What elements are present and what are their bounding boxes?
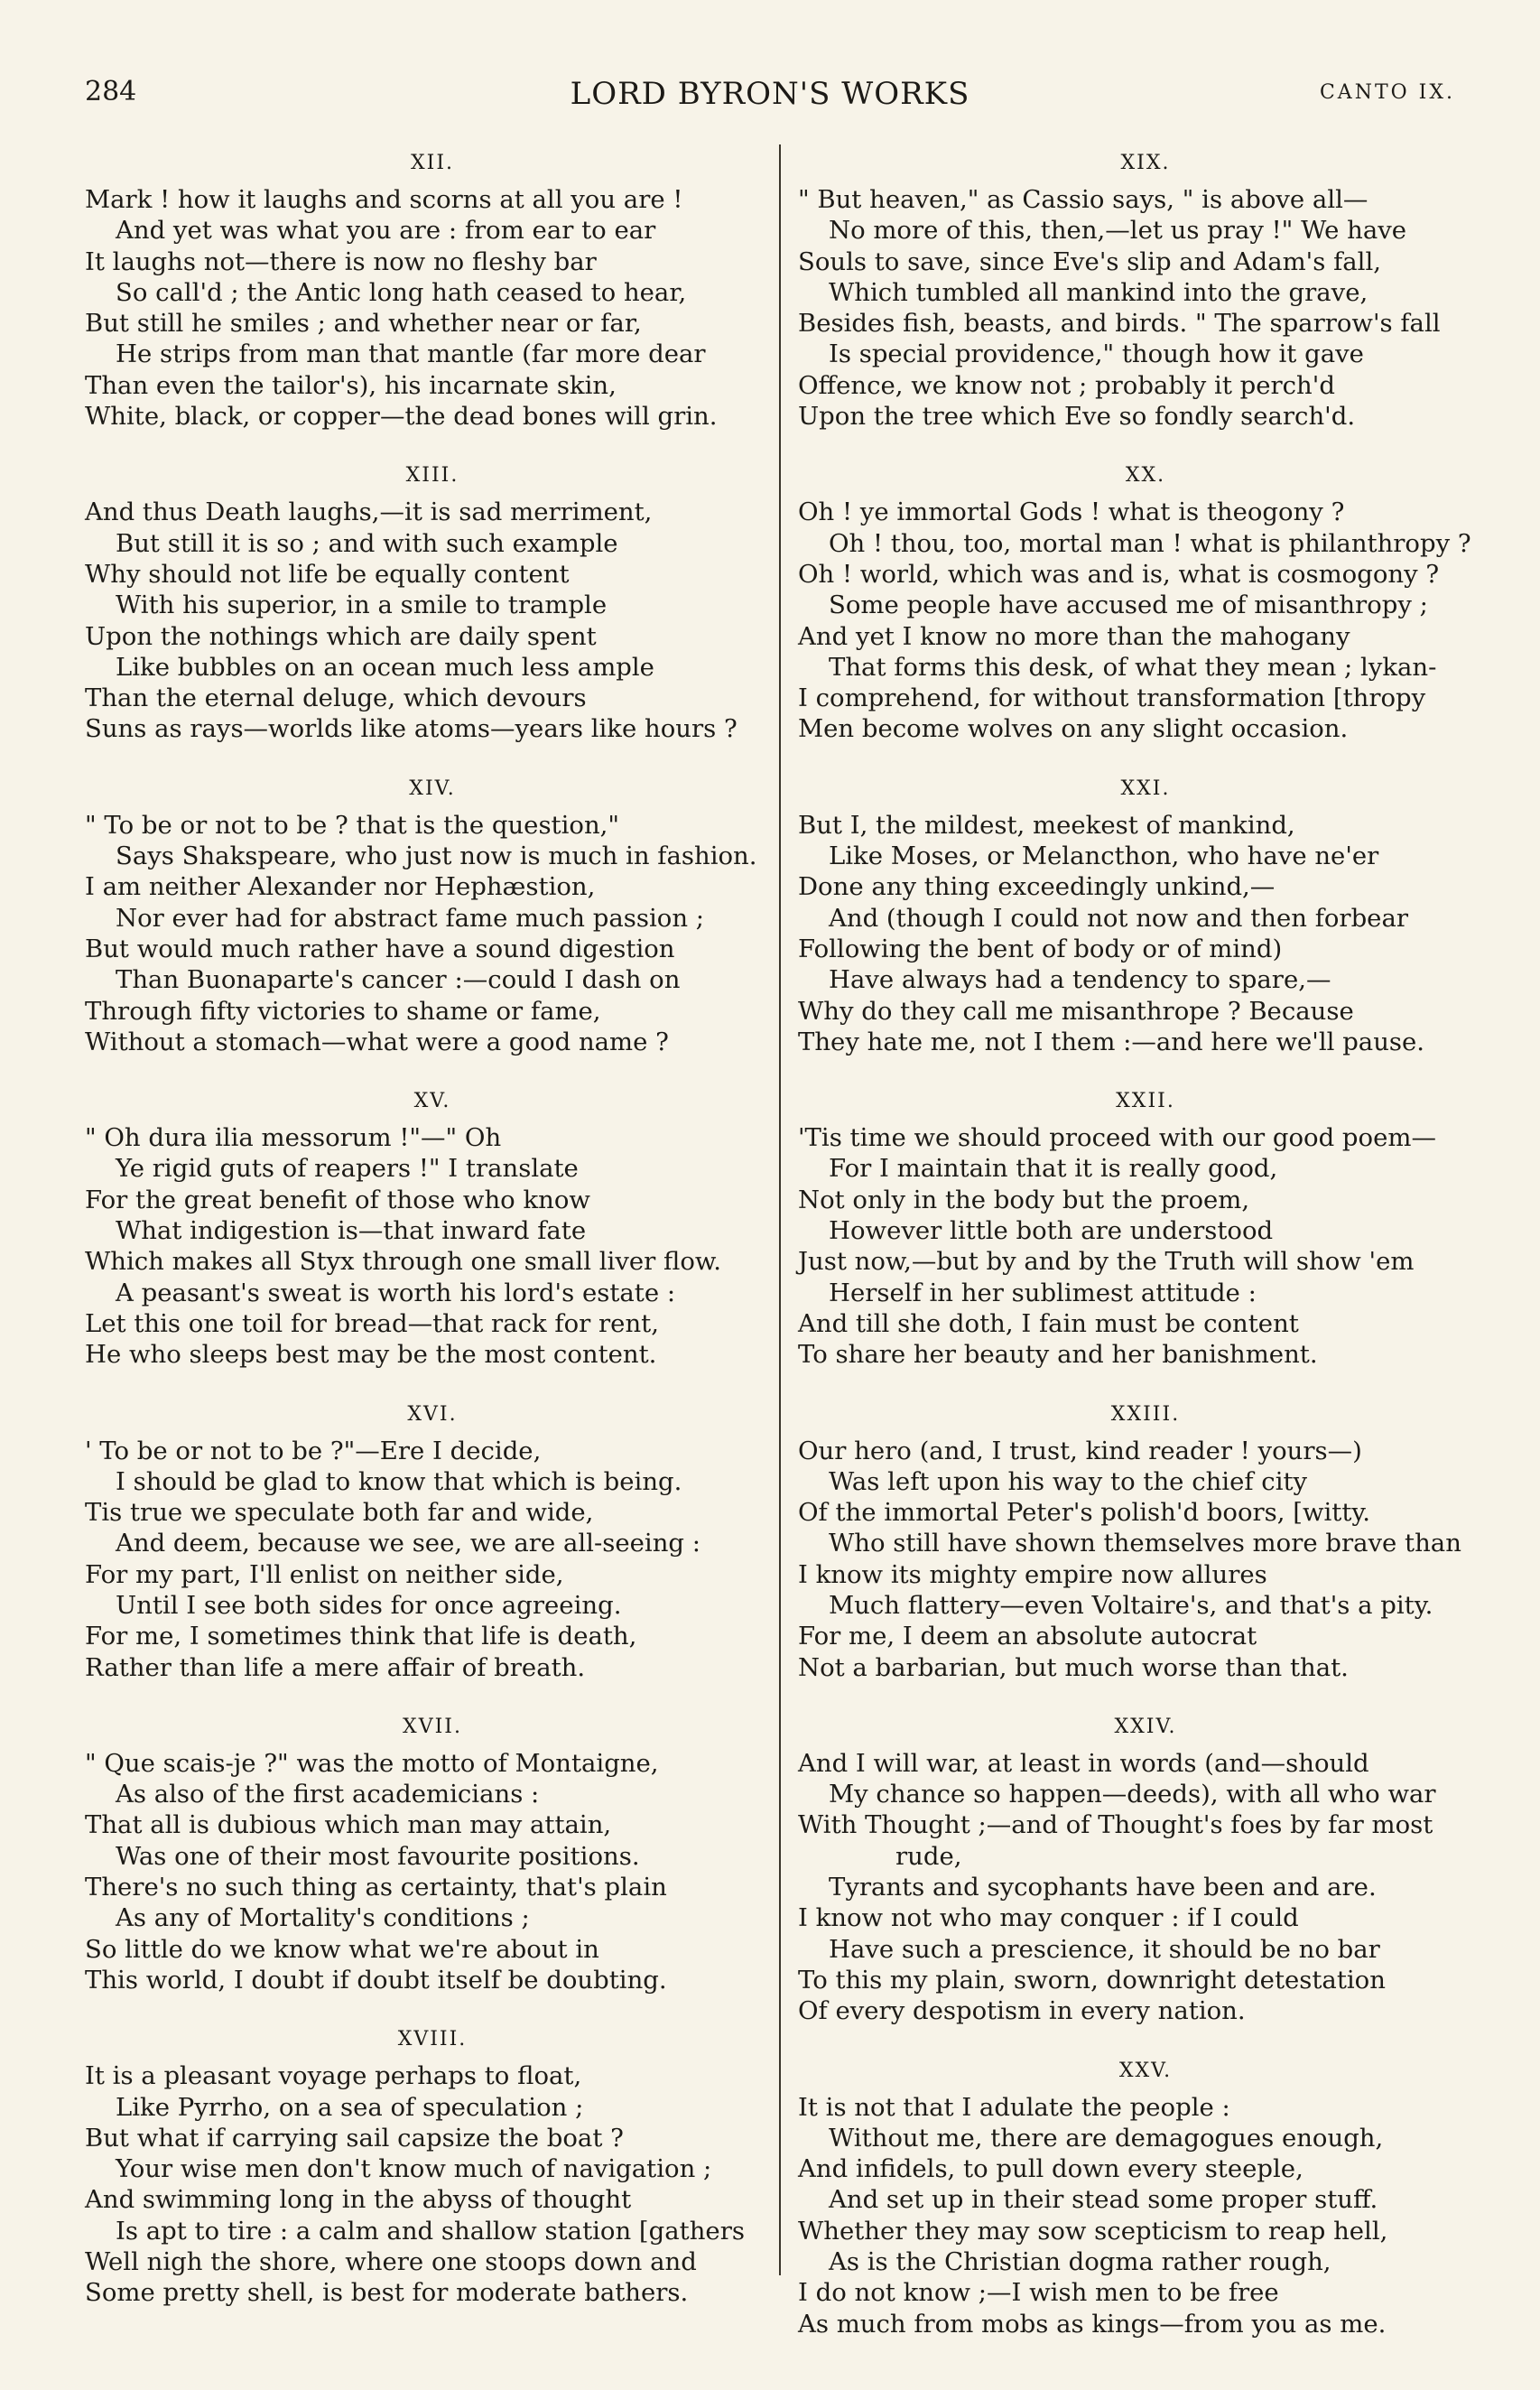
verse-line: Herself in her sublimest attitude : — [829, 1278, 1257, 1307]
verse-line: And I will war, at least in words (and—should — [798, 1748, 1369, 1778]
running-title: LORD BYRON'S WORKS — [570, 76, 970, 112]
verse-line: " To be or not to be ? that is the question," — [85, 810, 620, 840]
verse-line: I know its mighty empire now allures — [798, 1559, 1267, 1589]
verse-line: And deem, because we see, we are all-seeing : — [116, 1529, 701, 1558]
verse-line: And yet I know no more than the mahogany — [798, 621, 1350, 651]
verse-line: Upon the tree which Eve so fondly search'd. — [798, 402, 1356, 432]
verse-line: As is the Christian dogma rather rough, — [829, 2247, 1331, 2277]
verse-line: Mark ! how it laughs and scorns at all you are ! — [85, 185, 683, 214]
stanza-number: XVI. — [407, 1402, 458, 1426]
verse-line: rude, — [895, 1841, 962, 1871]
verse-line: Your wise men don't know much of navigation ; — [116, 2154, 712, 2184]
verse-line: Following the bent of body or of mind) — [798, 934, 1283, 963]
verse-line: Of every despotism in every nation. — [798, 1996, 1246, 2026]
verse-line: Who still have shown themselves more brave than — [829, 1529, 1461, 1558]
verse-line: He strips from man that mantle (far more dear — [116, 339, 706, 369]
left-column — [85, 143, 780, 2309]
verse-line: Oh ! thou, too, mortal man ! what is philanthropy ? — [829, 528, 1471, 558]
verse-line: Than the eternal deluge, which devours — [85, 684, 587, 713]
stanza-number: XX. — [1125, 464, 1166, 488]
verse-line: Why should not life be equally content — [85, 559, 570, 589]
verse-line: As also of the first academicians : — [116, 1780, 540, 1809]
verse-line: Not a barbarian, but much worse than that. — [798, 1652, 1349, 1682]
verse-line: For the great benefit of those who know — [85, 1185, 590, 1214]
stanza — [85, 455, 780, 744]
verse-line: There's no such thing as certainty, that's plain — [85, 1873, 667, 1902]
stanza-gap — [798, 1371, 1493, 1394]
stanza — [85, 1081, 780, 1370]
stanza-gap — [798, 1057, 1493, 1081]
verse-line: Have always had a tendency to spare,— — [829, 965, 1331, 995]
verse-line: But I, the mildest, meekest of mankind, — [798, 810, 1295, 840]
verse-line: Than even the tailor's), his incarnate skin, — [85, 370, 617, 400]
verse-line: Rather than life a mere affair of breath. — [85, 1652, 586, 1682]
stanza-number: XXII. — [1116, 1090, 1175, 1113]
right-column — [798, 143, 1493, 2339]
verse-line: Oh ! world, which was and is, what is cosmogony ? — [798, 559, 1440, 589]
verse-line: Why do they call me misanthrope ? Because — [798, 996, 1354, 1026]
verse-line: That all is dubious which man may attain, — [85, 1810, 612, 1840]
verse-line: Like Pyrrho, on a sea of speculation ; — [116, 2092, 584, 2122]
stanza — [798, 1394, 1493, 1683]
verse-line: It is a pleasant voyage perhaps to float, — [85, 2061, 582, 2091]
verse-line: As any of Mortality's conditions ; — [116, 1903, 530, 1933]
verse-line: However little both are understood — [829, 1216, 1274, 1246]
stanza-number: XIII. — [405, 464, 459, 488]
verse-line: Just now,—but by and by the Truth will show 'em — [798, 1247, 1415, 1277]
verse-line: So call'd ; the Antic long hath ceased to hear, — [116, 277, 687, 307]
stanza-number: XIX. — [1120, 152, 1171, 174]
stanza-gap — [85, 1371, 780, 1394]
verse-line: " Oh dura ilia messorum !"—" Oh — [85, 1123, 502, 1153]
verse-line: ' To be or not to be ?"—Ere I decide, — [85, 1436, 542, 1465]
stanza-gap — [798, 432, 1493, 455]
stanza — [798, 1706, 1493, 2027]
verse-line: Our hero (and, I trust, kind reader ! yours—) — [798, 1436, 1362, 1465]
verse-line: And infidels, to pull down every steeple, — [798, 2154, 1303, 2184]
verse-line: Well nigh the shore, where one stoops down and — [85, 2247, 697, 2277]
verse-line: Of the immortal Peter's polish'd boors, [witty. — [798, 1498, 1371, 1528]
verse-line: I do not know ;—I wish men to be free — [798, 2278, 1279, 2308]
stanza-number: XVII. — [403, 1715, 462, 1738]
verse-line: What indigestion is—that inward fate — [116, 1216, 587, 1246]
verse-line: Without me, there are demagogues enough, — [829, 2123, 1384, 2153]
verse-line: 'Tis time we should proceed with our good poem— — [798, 1123, 1436, 1153]
verse-line: With Thought ;—and of Thought's foes by far most — [798, 1810, 1433, 1840]
verse-line: And yet was what you are : from ear to ear — [116, 216, 656, 246]
stanza-gap — [798, 745, 1493, 768]
stanza — [798, 455, 1493, 744]
verse-line: Was one of their most favourite positions. — [116, 1841, 640, 1871]
column-divider — [779, 144, 781, 2275]
verse-line: It is not that I adulate the people : — [798, 2092, 1230, 2122]
stanza — [85, 768, 780, 1057]
verse-line: White, black, or copper—the dead bones will grin. — [85, 402, 718, 432]
stanza-number: XXV. — [1118, 2059, 1173, 2082]
verse-line: Upon the nothings which are daily spent — [85, 621, 597, 651]
verse-line: Offence, we know not ; probably it perch'd — [798, 370, 1335, 400]
verse-line: For my part, I'll enlist on neither side, — [85, 1559, 564, 1589]
verse-line: I know not who may conquer : if I could — [798, 1903, 1299, 1933]
verse-line: Nor ever had for abstract fame much passion ; — [116, 903, 705, 933]
verse-line: Than Buonaparte's cancer :—could I dash on — [116, 965, 681, 995]
stanza-gap — [85, 1683, 780, 1706]
verse-line: Let this one toil for bread—that rack for rent, — [85, 1308, 659, 1338]
verse-line: A peasant's sweat is worth his lord's estate : — [116, 1278, 676, 1307]
page-number: 284 — [85, 76, 137, 107]
verse-line: To share her beauty and her banishment. — [798, 1340, 1318, 1370]
verse-line: That forms this desk, of what they mean ; lykan- — [829, 652, 1437, 682]
verse-line: To this my plain, sworn, downright detestation — [798, 1965, 1386, 1995]
stanza — [85, 143, 780, 432]
verse-line: For me, I sometimes think that life is death, — [85, 1622, 637, 1651]
verse-line: But what if carrying sail capsize the boat ? — [85, 2123, 624, 2153]
verse-line: Souls to save, since Eve's slip and Adam's fall, — [798, 246, 1381, 276]
stanza-gap — [85, 745, 780, 768]
stanza-gap — [798, 2027, 1493, 2051]
stanza — [85, 1706, 780, 1995]
page-header — [0, 76, 1540, 121]
stanza — [798, 2051, 1493, 2339]
verse-line: Tis true we speculate both far and wide, — [85, 1498, 594, 1528]
verse-line: As much from mobs as kings—from you as me. — [798, 2309, 1387, 2339]
verse-line: With his superior, in a smile to trample — [116, 591, 608, 620]
stanza-number: XVIII. — [397, 2028, 468, 2051]
stanza-number: XII. — [410, 152, 455, 174]
stanza-gap — [85, 432, 780, 455]
verse-line: I comprehend, for without transformation [thropy — [798, 684, 1426, 713]
verse-line: And set up in their stead some proper stuff. — [829, 2185, 1378, 2215]
verse-line: Is apt to tire : a calm and shallow station [gathers — [116, 2216, 745, 2246]
verse-line: Tyrants and sycophants have been and are. — [829, 1873, 1377, 1902]
stanza-gap — [85, 1995, 780, 2019]
verse-line: This world, I doubt if doubt itself be doubting. — [85, 1965, 667, 1995]
verse-line: Done any thing exceedingly unkind,— — [798, 872, 1276, 902]
verse-line: Not only in the body but the proem, — [798, 1185, 1250, 1214]
verse-line: Besides fish, beasts, and birds. " The sparrow's fall — [798, 309, 1441, 339]
verse-line: Without a stomach—what were a good name ? — [85, 1027, 669, 1056]
verse-line: Was left upon his way to the chief city — [829, 1466, 1308, 1496]
stanza-number: XIV. — [409, 777, 456, 800]
verse-line: Ye rigid guts of reapers !" I translate — [116, 1154, 579, 1184]
stanza-number: XXIII. — [1110, 1402, 1181, 1426]
verse-line: Oh ! ye immortal Gods ! what is theogony ? — [798, 498, 1345, 527]
verse-line: Like Moses, or Melancthon, who have ne'er — [829, 842, 1379, 871]
verse-line: He who sleeps best may be the most content. — [85, 1340, 657, 1370]
stanza-gap — [85, 1057, 780, 1081]
verse-line: For I maintain that it is really good, — [829, 1154, 1278, 1184]
verse-line: Men become wolves on any slight occasion. — [798, 714, 1349, 744]
verse-line: But would much rather have a sound digestion — [85, 934, 675, 963]
stanza — [85, 2019, 780, 2308]
verse-line: Like bubbles on an ocean much less ample — [116, 652, 654, 682]
verse-line: And (though I could not now and then forbear — [829, 903, 1408, 933]
verse-line: It laughs not—there is now no fleshy bar — [85, 246, 597, 276]
verse-line: But still it is so ; and with such example — [116, 528, 618, 558]
verse-line: For me, I deem an absolute autocrat — [798, 1622, 1257, 1651]
verse-line: Whether they may sow scepticism to reap hell, — [798, 2216, 1388, 2246]
stanza — [798, 143, 1493, 432]
verse-line: I should be glad to know that which is being. — [116, 1466, 682, 1496]
stanza — [798, 1081, 1493, 1370]
stanza-number: XXI. — [1120, 777, 1171, 800]
verse-line: I am neither Alexander nor Hephæstion, — [85, 872, 596, 902]
verse-line: Some people have accused me of misanthropy ; — [829, 591, 1428, 620]
verse-line: So little do we know what we're about in — [85, 1934, 599, 1964]
stanza — [798, 768, 1493, 1057]
verse-line: And thus Death laughs,—it is sad merriment, — [85, 498, 653, 527]
verse-line: My chance so happen—deeds), with all who war — [829, 1780, 1436, 1809]
verse-line: And till she doth, I fain must be content — [798, 1308, 1299, 1338]
verse-line: Says Shakspeare, who just now is much in fashion. — [116, 842, 757, 871]
verse-line: Some pretty shell, is best for moderate bathers. — [85, 2278, 689, 2308]
stanza — [85, 1394, 780, 1683]
verse-line: Suns as rays—worlds like atoms—years like hours ? — [85, 714, 738, 744]
verse-line: Which makes all Styx through one small liver flow. — [85, 1247, 721, 1277]
verse-line: Is special providence," though how it gave — [829, 339, 1364, 369]
verse-line: No more of this, then,—let us pray !" We have — [829, 216, 1407, 246]
stanza-number: XXIV. — [1114, 1715, 1177, 1738]
verse-line: But still he smiles ; and whether near or far, — [85, 309, 642, 339]
verse-line: " Que scais-je ?" was the motto of Montaigne, — [85, 1748, 659, 1778]
canto-label: CANTO IX. — [1319, 81, 1455, 104]
verse-line: Through fifty victories to shame or fame, — [85, 996, 601, 1026]
verse-line: And swimming long in the abyss of thought — [85, 2185, 632, 2215]
stanza-gap — [798, 1683, 1493, 1706]
verse-line: Much flattery—even Voltaire's, and that's a pity. — [829, 1590, 1433, 1620]
verse-line: They hate me, not I them :—and here we'll pause. — [798, 1027, 1425, 1056]
verse-line: Have such a prescience, it should be no bar — [829, 1934, 1380, 1964]
verse-line: " But heaven," as Cassio says, " is above all— — [798, 185, 1368, 214]
verse-line: Until I see both sides for once agreeing. — [116, 1590, 622, 1620]
stanza-number: XV. — [413, 1090, 451, 1113]
verse-line: Which tumbled all mankind into the grave, — [829, 277, 1368, 307]
